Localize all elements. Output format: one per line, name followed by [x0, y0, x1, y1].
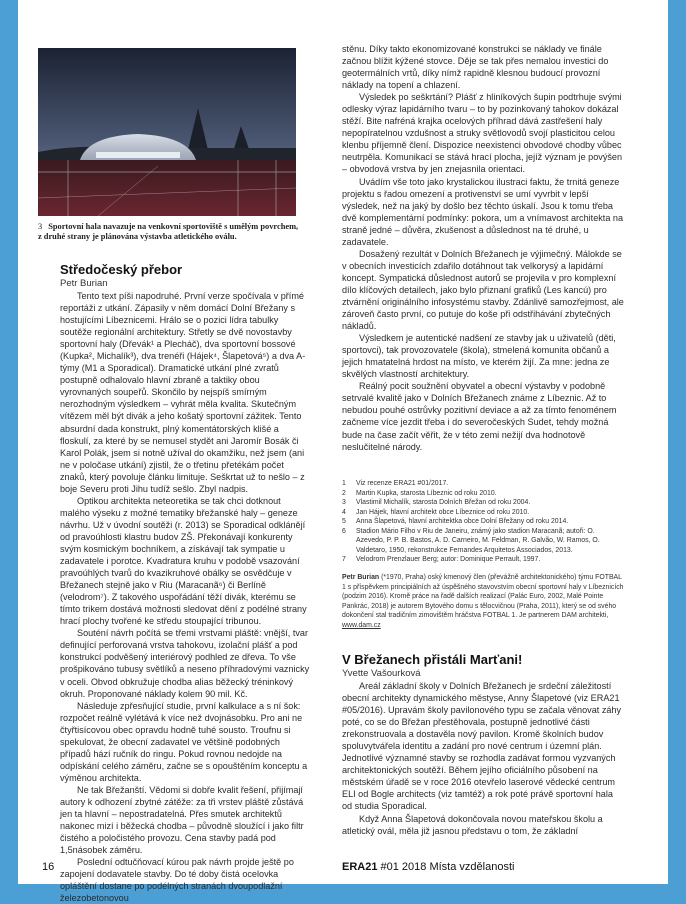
- paragraph: Výsledek po seškrtání? Plášť z hliníkových šupin podtrhuje svými odlesky výraz lapidárního tvaru – to by pozinkovaný tahokov dokázal stěží. Bite nafréná krajka ocelových příhrad dává zastřešení haly nepopíratelnou vzdušnost a struky světlovodů svojí plasticitou celou klenbu příjemně člení. Dispozice neexistenci obvodové chodby vůbec neutrpěla. Komunikací se stává hrací plocha, jejíž význam je povýšen – obvodová vrstva by jen znejasnila orientaci.: [342, 92, 623, 175]
- footnote-number: 7: [342, 556, 346, 563]
- footnotes: [342, 479, 624, 565]
- article-title: V Břežanech přistáli Marťani!: [342, 652, 523, 667]
- paragraph: stěnu. Díky takto ekonomizované konstrukci se náklady ve finále začnou blížit kýžené stovce. Děje se tak přes nemalou investici do geotermálních vrtů, díky nímž rapidně klesnou budoucí provozní náklady na topení a chlazení.: [342, 44, 609, 91]
- paragraph: Následuje zpřesňující studie, první kalkulace a s ní šok: rozpočet reálně vylétává k více než dvojnásobku. Pro ani ne čtyřtisícovou obec opravdu hodně tuhé sousto. Troufnu si spekulovat, že obecní zadavatel ve většině podobných případů hází ručník do ringu. Pokud rovnou nedojde na odpískání celého záměru, začne se s opouštěním konceptu a výměnou architekta.: [60, 700, 308, 783]
- author-bio: [342, 573, 624, 631]
- bio-text: (*1970, Praha) oský kmenový člen (převážně architektonického) týmu FOTBAL 1 s příspěvkem principiálních až úspěšného stavovstvím obecní sportovní haly v Líbeznicích (podzim 2016). Kromě práce na řadě dalších realizací (Palác Euro, 2002, Malé Pointe Pankrác, 2018) je autorem Bytového domu s tělocvičnou (Praha, 2011), který se od svého dokončení stal tradičním zimovištěm hráčstva FOTBAL 1. Je partnerem DAM architekti,: [342, 574, 624, 620]
- footnote-text: Anna Šlapetová, hlavní architektka obce Dolní Břežany od roku 2014.: [356, 518, 569, 525]
- footnote: [342, 498, 624, 508]
- footnote-number: 6: [342, 527, 346, 535]
- footnote-text: Velodrom Prenzlauer Berg; autor: Dominique Perrault, 1997.: [356, 556, 541, 563]
- photo-caption: [38, 222, 300, 243]
- footnote-text: Stadion Mário Filho v Riu de Janeiru, známý jako stadion Maracanã; autoři: O. Azevedo, P. P. B. Bastos, A. D. Carneiro, M. Feldman, R. Galvão, W. Ramos, O. Valdetaro, 1950, rekonstrukce Fernandes Arquitetos Associados, 2013.: [356, 527, 600, 554]
- footnote-number: 5: [342, 518, 346, 525]
- issue-label: #01 2018 Místa vzdělanosti: [377, 861, 515, 873]
- article-author: Petr Burian: [60, 278, 108, 289]
- footnote-number: 1: [342, 480, 346, 487]
- article-title: Středočeský přebor: [60, 262, 183, 277]
- paragraph: Tento text píši napodruhé. První verze spočívala v přímé reportáži z utkání. Zápasily v něm domácí Dolní Břežany s hostujícími Líbeznicemi. Hrálo se o pozici lídra tabulky soutěže regionální architektury. Střetly se dvě novostavby sportovní haly (Dřevák¹ a Plecháč), dva sportovní bossové (Kupka², Michalík³), dva trenéři (Hájek⁴, Šlapetová⁵) a dva A-týmy (M1 a Sporadical). Dramatické utkání plné zvratů postupně odhalovalo hlavní zbraně a taktiky obou vyrovnaných soupeřů. Skončilo by nejspíš smírným nerozhodným výsledkem – vyhrát měla kvalita. Skutečným vítězem měl být divák a jeho košatý sportovní zážitek. Tento absurdní dada konstrukt, plný komentátorských klišé a floskulí, za které by se nemusel stydět ani Jaromír Bosák či Karol Polák, jsem si notně užíval do okamžiku, než jsem (ani ne v poločase utkání) zjistil, že o třetinu přetékám počet znaků, který povoluje článku limituje. Seškrtat už to nešlo – z boje Severu proti Jihu tudíž sešlo. Zbyl nadpis.: [60, 291, 306, 494]
- paragraph: Poslední odtučňovací kúrou pak návrh projde ještě po zapojení dodavatele stavby. Do té doby čistá ocelovka opláštění dostane po podélných stranách dvoupodlažní železobetonovou: [60, 857, 294, 904]
- paragraph: Optikou architekta neteoretika se tak chci dotknout malého výseku z možné tematiky břežanské haly – geneze návrhu. Už v úvodní soutěži (r. 2013) se Sporadical odklánějí od pravoúhlosti klastru budov ZŠ. Překonávají konkurenty svým kosmickým bochníkem, a získávají tak sympatie u zadavatele i porotce. Kvadratura kruhu v podobě vsazování pravoúhlých tvarů do kvazikruhové obálky se osvědčuje v Břežanech stejně jako v Riu (Maracanã⁶) či Berlíně (velodrom⁷). Z takového uspořádání těží divák, kterému se tímto trikem dostává možnosti sledovat dění z podélné strany hrací plochy tvořené ke středu stoupající tribunou.: [60, 495, 307, 627]
- left-column: [60, 262, 310, 904]
- article-author: Yvette Vašourková: [342, 668, 421, 679]
- footnote-text: Jan Hájek, hlavní architekt obce Líbeznice od roku 2010.: [356, 508, 530, 516]
- paragraph: Když Anna Šlapetová dokončovala novou mateřskou školu a atletický ovál, měla již jasnou představu o tom, že základní: [342, 813, 603, 836]
- page-number: 16: [42, 861, 55, 873]
- paragraph: Dosažený rezultát v Dolních Břežanech je výjimečný. Málokde se v obecních investicích zdařilo dotáhnout tak velkorysý a lapidární koncept. Sympatická důslednost autorů se projevila v pro komplexní dílo klíčových detailech, jako bylo přiznaní grafiků (Les kancú) pro ztvárnění originálního infosystému stavby. Zdánlivě samozřejmost, ale zároveň často první, co putuje do koše při odstřihávání zbytečných nákladů.: [342, 248, 624, 332]
- paragraph: Souténí návrh počítá se třemi vrstvami pláště: vnější, tvar definující perforovaná vrstva tahokovu, izolační plášť a pod konstrukcí podvěšený interiérový podhled ze dřeva. To vše prošpikováno tubusy světlíků a neseno příhradovými vaznicky v oceli. Obvod obkružuje chodba alias běžecký tréninkový okruh. Proponované náklady kolem 90 mil. Kč.: [60, 628, 310, 699]
- footnote: [342, 479, 624, 489]
- footnote-text: Viz recenze ERA21 #01/2017.: [356, 480, 449, 487]
- sports-hall-illustration: [38, 48, 296, 216]
- paragraph: Reálný pocit soužnění obyvatel a obecní výstavby v podobně setrvalé kvalitě jako v Dolních Břežanech známe z Líbeznic. Až to nebudou pouhé ostrůvky pozitivní deviace a až za tímto fenoménem začneme více jezdit třeba i do severočeských Sudet, tehdy možná bude na čase začít věřit, že v této zemi nežijí dva hodnotově neslučitelné národy.: [342, 381, 617, 452]
- bio-name: Petr Burian: [342, 574, 380, 581]
- second-article: [342, 652, 624, 837]
- footnote-text: Martin Kupka, starosta Líbeznic od roku 2010.: [356, 489, 497, 497]
- footnote: [342, 555, 624, 565]
- paragraph: Uvádím vše toto jako krystalickou ilustraci faktu, že trnitá geneze projektu s řadou omezení a protivenství se umí vyvrbit v lepší výsledek, než na jaký by došlo bez těchto úskalí. Jsou k tomu třeba dvě komplementární podmínky: pokora, um a vnímavost architekta na straně jedné – důvěra, zkušenost a důslednost na té druhé, u zadavatele.: [342, 176, 624, 247]
- footnote-number: 2: [342, 489, 346, 497]
- sports-hall-photo: [38, 48, 296, 216]
- footnote-text: Vlastimil Michalík, starosta Dolních Břežan od roku 2004.: [356, 499, 531, 506]
- paragraph: Výsledkem je autentické nadšení ze stavby jak u uživatelů (děti, sportovci), tak provozovatele (škola), stmelená komunita občanů a jejich hmatatelná hrdost na místo, ve kterém žijí. Za mne: jedna ze skvělých vlastností architektury.: [342, 333, 616, 380]
- footnote: [342, 517, 624, 527]
- footnote: [342, 489, 624, 499]
- right-column: [342, 43, 624, 453]
- paragraph: Areál základní školy v Dolních Břežanech je srdeční záležitostí obecní architekty dynamického městyse, Anny Šlapetové (viz ERA21 #05/2016). Upravám školy pavilonového typu se začala věnovat záhy poté, co se do Břežan přestěhovala, postupně jednotlivé části zrekonstruovala a dostavěla nový pavilon. Kromě školních budov spoluvytvářela identitu a zadání pro nové centrum i územní plán. Jednotlivé významné stavby se rozhodla zadávat formou vyzvaných architektonických soutěží. Během jejího oficiálního působení na městském úřadě se v roce 2016 otevřelo laserové vědecké centrum ELI od Bogle architects (viz tamtéž) a rok poté právě sportovní hala od studia Sporadical.: [342, 681, 622, 812]
- magazine-brand: ERA21: [342, 861, 378, 873]
- paragraph: Ne tak Břežanští. Vědomi si dobře kvalit řešení, přijímají autory k odhození zbytné zátěže: za tři vrstev pláště zůstává jen ta hlavní – nepostradatelná. Přes smutek architektů nakonec mizí i běžecká chodba – původně sloužící i jako filtr čistého a poločistého provozu. Cena stavby padá pod 1,5násobek záměru.: [60, 784, 304, 856]
- footnote-number: 4: [342, 508, 346, 516]
- caption-text: Sportovní hala navazuje na venkovní sportoviště s umělým povrchem, z druhé strany je plánována výstavba atletického oválu.: [38, 222, 299, 242]
- footnote: [342, 527, 624, 556]
- magazine-footer: [342, 861, 514, 873]
- caption-number: 3: [38, 222, 43, 231]
- bio-link[interactable]: www.dam.cz: [342, 621, 381, 629]
- footnote: [342, 508, 624, 518]
- footnote-number: 3: [342, 499, 346, 506]
